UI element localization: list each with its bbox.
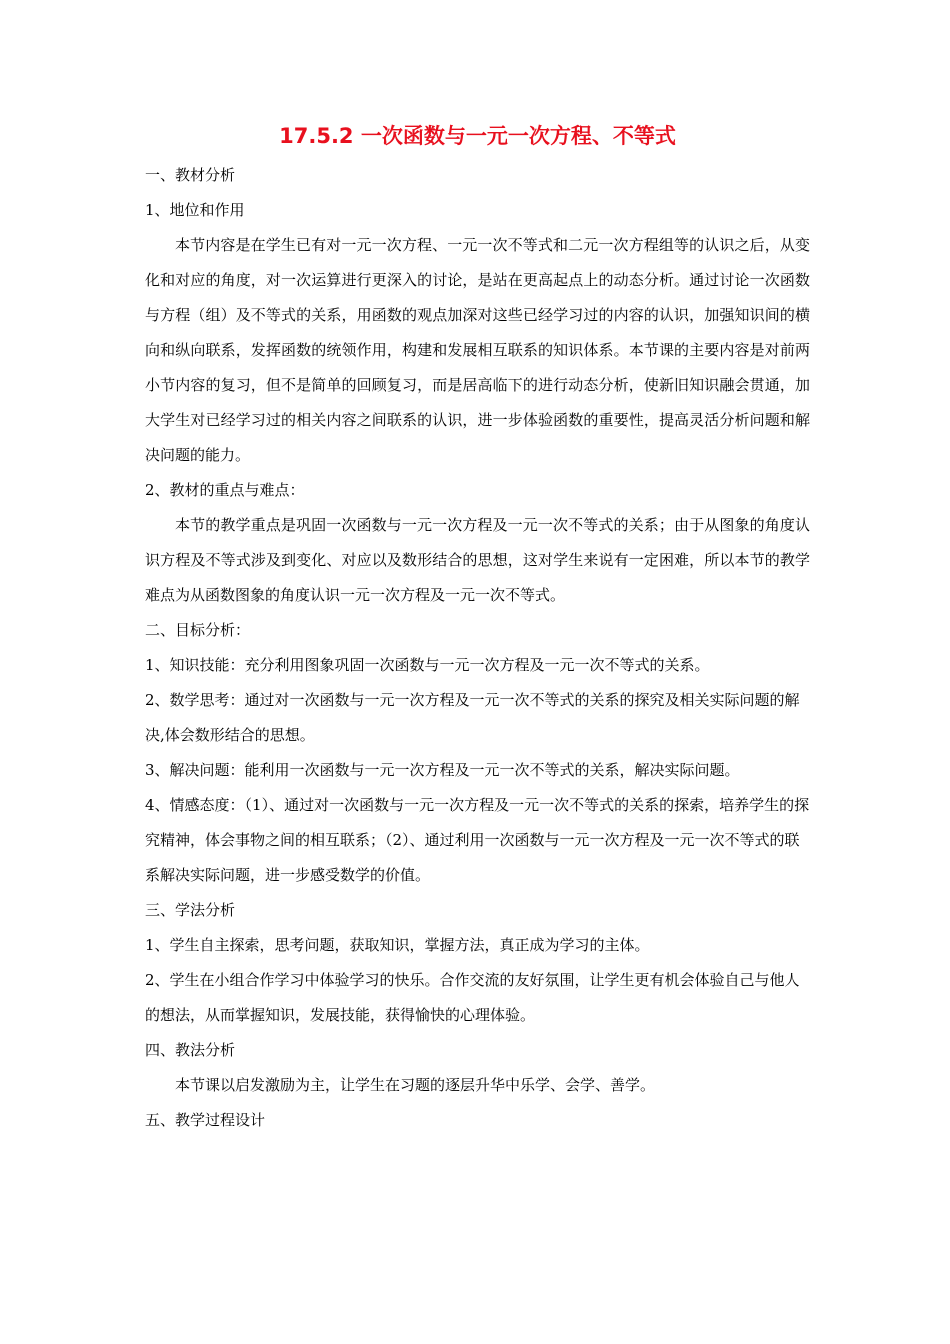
- document-title: 17.5.2 一次函数与一元一次方程、不等式: [279, 124, 676, 148]
- heading-textbook-analysis: 一、教材分析: [145, 166, 236, 184]
- goal-knowledge-skills: 1、知识技能：充分利用图象巩固一次函数与一元一次方程及一元一次不等式的关系。: [145, 656, 710, 674]
- paragraph-position-role: 本节内容是在学生已有对一元一次方程、一元一次不等式和二元一次方程组等的认识之后，从变化和对应的角度，对一次运算进行更深入的讨论，是站在更高起点上的动态分析。通过讨论一次函数与方程（组）及不等式的关系，用函数的观点加深对这些已经学习过的内容的认识，加强知识间的横向和纵向联系，发挥函数的统领作用，构建和发展相互联系的知识体系。本节课的主要内容是对前两小节内容的复习，但不是简单的回顾复习，而是居高临下的进行动态分析，使新旧知识融会贯通，加大学生对已经学习过的相关内容之间联系的认识，进一步体验函数的重要性，提高灵活分析问题和解决问题的能力。: [145, 236, 810, 464]
- learning-method-item-2: 2、学生在小组合作学习中体验学习的快乐。合作交流的友好氛围，让学生更有机会体验自己与他人的想法，从而掌握知识，发展技能，获得愉快的心理体验。: [145, 971, 800, 1024]
- goal-emotion-attitude: 4、情感态度：（1）、通过对一次函数与一元一次方程及一元一次不等式的关系的探索，培养学生的探究精神，体会事物之间的相互联系；（2）、通过利用一次函数与一元一次方程及一元一次不等式的联系解决实际问题，进一步感受数学的价值。: [145, 796, 810, 884]
- goal-math-thinking: 2、数学思考：通过对一次函数与一元一次方程及一元一次不等式的关系的探究及相关实际问题的解决,体会数形结合的思想。: [145, 691, 800, 744]
- heading-learning-method: 三、学法分析: [145, 901, 236, 919]
- document-page: [145, 120, 810, 1138]
- heading-goal-analysis: 二、目标分析：: [145, 621, 251, 639]
- goal-problem-solving: 3、解决问题：能利用一次函数与一元一次方程及一元一次不等式的关系，解决实际问题。: [145, 761, 740, 779]
- learning-method-item-1: 1、学生自主探索，思考问题，获取知识，掌握方法，真正成为学习的主体。: [145, 936, 650, 954]
- heading-teaching-method: 四、教法分析: [145, 1041, 236, 1059]
- heading-key-difficult-points: 2、教材的重点与难点：: [145, 481, 305, 499]
- heading-position-role: 1、地位和作用: [145, 201, 245, 219]
- heading-teaching-process: 五、教学过程设计: [145, 1111, 266, 1129]
- paragraph-teaching-method: 本节课以启发激励为主，让学生在习题的逐层升华中乐学、会学、善学。: [175, 1076, 656, 1094]
- paragraph-key-difficult-points: 本节的教学重点是巩固一次函数与一元一次方程及一元一次不等式的关系；由于从图象的角度认识方程及不等式涉及到变化、对应以及数形结合的思想，这对学生来说有一定困难，所以本节的教学难点为从函数图象的角度认识一元一次方程及一元一次不等式。: [145, 516, 810, 604]
